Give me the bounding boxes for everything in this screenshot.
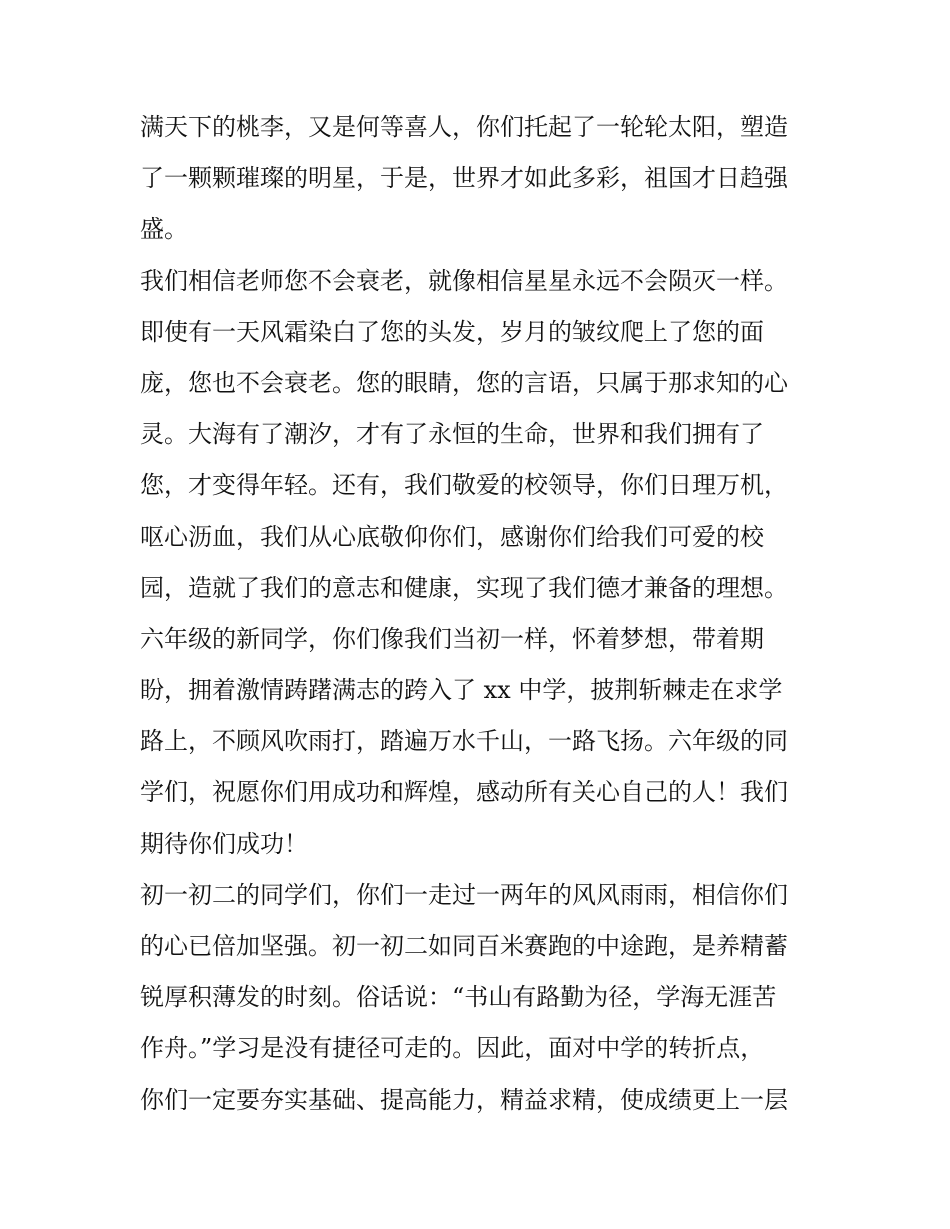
text-line: 盼，拥着激情踌躇满志的跨入了 xx 中学，披荆斩棘走在求学 (140, 676, 783, 705)
text-line: 园，造就了我们的意志和健康，实现了我们德才兼备的理想。 (140, 573, 788, 602)
text-line: 庞，您也不会衰老。您的眼睛，您的言语，只属于那求知的心 (140, 368, 788, 397)
text-line: 灵。大海有了潮汐，才有了永恒的生命，世界和我们拥有了 (140, 420, 764, 449)
text-line: 作舟。”学习是没有捷径可走的。因此，面对中学的转折点， (140, 1034, 765, 1063)
text-line: 路上，不顾风吹雨打，踏遍万水千山，一路飞扬。六年级的同 (140, 727, 788, 756)
text-line: 锐厚积薄发的时刻。俗话说：“书山有路勤为径，学海无涯苦 (140, 983, 777, 1012)
text-line: 了一颗颗璀璨的明星，于是，世界才如此多彩，祖国才日趋强 (140, 164, 788, 193)
text-line: 盛。 (140, 215, 188, 244)
text-line: 您，才变得年轻。还有，我们敬爱的校领导，你们日理万机， (140, 471, 788, 500)
text-line: 学们，祝愿你们用成功和辉煌，感动所有关心自己的人！我们 (140, 778, 788, 807)
text-line: 满天下的桃李，又是何等喜人，你们托起了一轮轮太阳，塑造 (140, 113, 788, 141)
text-line: 初一初二的同学们，你们一走过一两年的风风雨雨，相信你们 (140, 880, 788, 909)
text-line: 你们一定要夯实基础、提高能力，精益求精，使成绩更上一层 (140, 1085, 788, 1114)
speech-text-block (140, 102, 820, 1126)
text-line: 的心已倍加坚强。初一初二如同百米赛跑的中途跑，是养精蓄 (140, 932, 788, 960)
text-line: 即使有一天风霜染白了您的头发，岁月的皱纹爬上了您的面 (140, 317, 764, 346)
text-line: 六年级的新同学，你们像我们当初一样，怀着梦想，带着期 (140, 624, 764, 653)
text-line: 我们相信老师您不会衰老，就像相信星星永远不会陨灭一样。 (140, 266, 788, 295)
text-line: 呕心沥血，我们从心底敬仰你们，感谢你们给我们可爱的校 (140, 522, 764, 551)
text-line: 期待你们成功！ (140, 829, 308, 858)
